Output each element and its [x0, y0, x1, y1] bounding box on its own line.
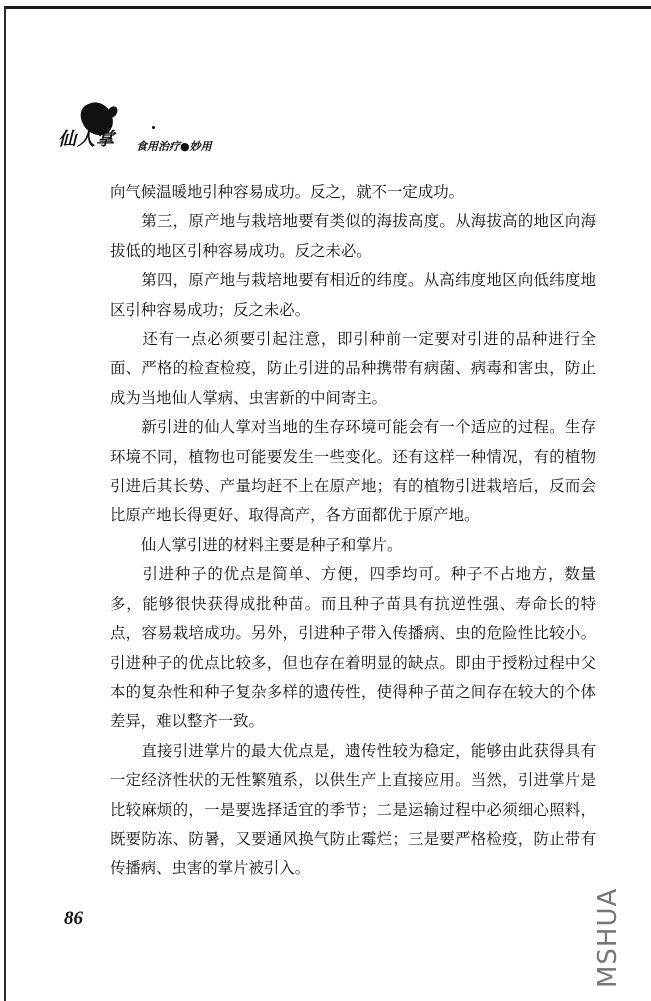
ink-dot-icon	[152, 126, 155, 129]
book-subtitle: 食用治疗●妙用	[136, 140, 212, 153]
page-body	[110, 178, 596, 884]
book-header-logo	[52, 100, 232, 170]
watermark-text: MSHUA	[593, 887, 623, 988]
top-border-rule	[4, 6, 651, 9]
paragraph: 第三，原产地与栽培地要有类似的海拔高度。从海拔高的地区向海拔低的地区引种容易成功。反之未必。	[110, 212, 596, 260]
paragraph: 还有一点必须要引起注意，即引种前一定要对引进的品种进行全面、严格的检查检疫，防止引进的品种携带有病菌、病毒和害虫，防止成为当地仙人掌病、虫害新的中间寄主。	[110, 330, 596, 407]
paragraph: 引进种子的优点是简单、方便，四季均可。种子不占地方，数量多，能够很快获得成批种苗。而且种子苗具有抗逆性强、寿命长的特点，容易栽培成功。另外，引进种子带入传播病、虫的危险性比较小。引进种子的优点比较多，但也存在着明显的缺点。即由于授粉过程中父本的复杂性和种子复杂多样的遗传性，使得种子苗之间存在较大的个体差异，难以整齐一致。	[110, 565, 596, 731]
paragraph: 新引进的仙人掌对当地的生存环境可能会有一个适应的过程。生存环境不同，植物也可能要发生一些变化。还有这样一种情况，有的植物引进后其长势、产量均赶不上在原产地；有的植物引进栽培后，反而会比原产地长得更好、取得高产，各方面都优于原产地。	[110, 418, 596, 525]
paragraph: 第四，原产地与栽培地要有相近的纬度。从高纬度地区向低纬度地区引种容易成功；反之未必。	[110, 271, 596, 319]
book-title: 仙人掌	[58, 129, 115, 150]
paragraph: 向气候温暖地引种容易成功。反之，就不一定成功。	[110, 183, 464, 201]
paragraph: 仙人掌引进的材料主要是种子和掌片。	[110, 535, 403, 554]
paragraph: 直接引进掌片的最大优点是，遗传性较为稳定，能够由此获得具有一定经济性状的无性繁殖系，以供生产上直接应用。当然，引进掌片是比较麻烦的，一是要选择适宜的季节；二是运输过程中必须细心照料，既要防冻、防暑，又要通风换气防止霉烂；三是要严格检疫，防止带有传播病、虫害的掌片被引入。	[110, 741, 596, 878]
watermark	[590, 878, 650, 988]
page-number: 86	[64, 908, 83, 929]
left-border-rule	[4, 6, 6, 1001]
